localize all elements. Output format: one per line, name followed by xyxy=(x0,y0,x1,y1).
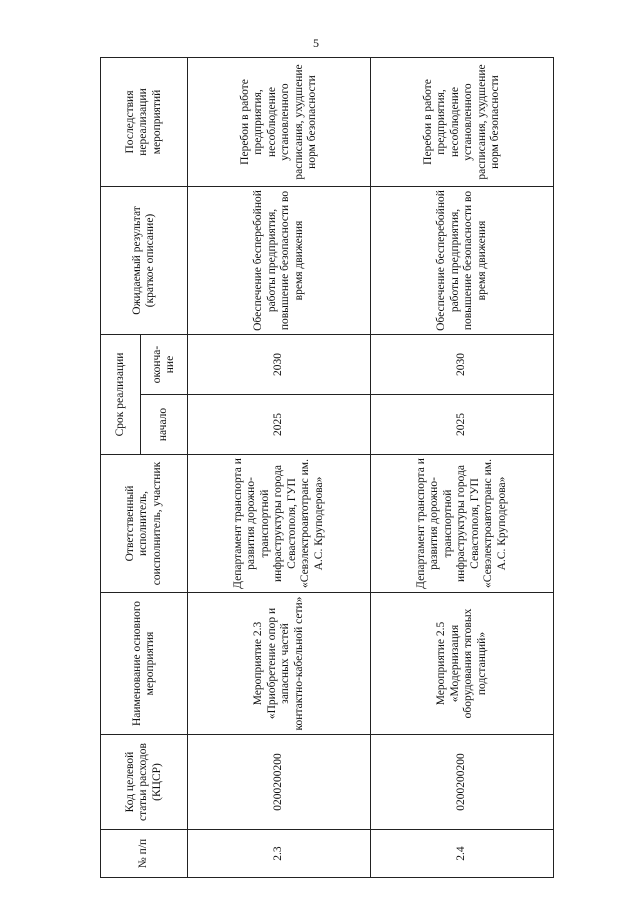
header-term: Срок реализации xyxy=(101,335,141,455)
header-consequences: Последствия нереализации мероприятий xyxy=(101,58,188,187)
header-term-end: оконча- ние xyxy=(141,335,188,395)
header-code: Код целевой статьи расходов (КЦСР) xyxy=(101,735,188,830)
header-result: Ожидаемый результат (краткое описание) xyxy=(101,187,188,335)
header-name: Наименование основного мероприятия xyxy=(101,593,188,735)
row-name: Мероприятие 2.3 «Приобретение опор и запасных частей контактно-кабельной сети» xyxy=(188,593,371,735)
measures-table xyxy=(100,57,554,878)
row-num: 2.3 xyxy=(188,830,371,878)
row-end: 2030 xyxy=(371,335,554,395)
row-end: 2030 xyxy=(188,335,371,395)
row-num: 2.4 xyxy=(371,830,554,878)
row-result: Обеспечение бесперебойной работы предприятия, повышение безопасности во время движения xyxy=(371,187,554,335)
table-row xyxy=(188,58,371,878)
row-executor: Департамент транспорта и развития дорожно- транспортной инфраструктуры города Севастополя, ГУП «Севэлектроавтотранс им. А.С. Круподерова» xyxy=(371,455,554,593)
row-code: 0200200200 xyxy=(188,735,371,830)
row-consequences: Перебои в работе предприятия, несоблюдение установленного расписания, ухудшение норм безопасности xyxy=(371,58,554,187)
rotated-table-container xyxy=(100,58,553,878)
header-num: № п/п xyxy=(101,830,188,878)
row-name: Мероприятие 2.5 «Модернизация оборудования тяговых подстанций» xyxy=(371,593,554,735)
table-row xyxy=(371,58,554,878)
header-term-start: начало xyxy=(141,395,188,455)
page-number: 5 xyxy=(313,36,319,50)
row-start: 2025 xyxy=(188,395,371,455)
row-code: 0200200200 xyxy=(371,735,554,830)
header-executor: Ответственный исполнитель, соисполнитель, участник xyxy=(101,455,188,593)
row-consequences: Перебои в работе предприятия, несоблюдение установленного расписания, ухудшение норм безопасности xyxy=(188,58,371,187)
header-row xyxy=(101,58,141,878)
row-start: 2025 xyxy=(371,395,554,455)
row-result: Обеспечение бесперебойной работы предприятия, повышение безопасности во время движения xyxy=(188,187,371,335)
row-executor: Департамент транспорта и развития дорожно- транспортной инфраструктуры города Севастополя, ГУП «Севэлектроавтотранс им. А.С. Круподерова» xyxy=(188,455,371,593)
